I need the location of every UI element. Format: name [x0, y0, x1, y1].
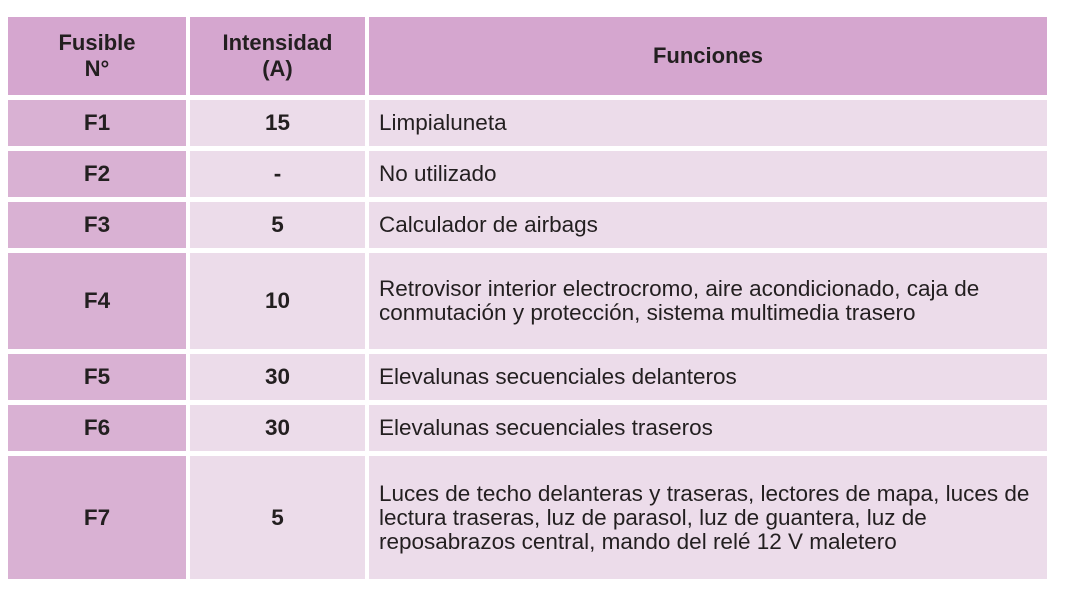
table-row [8, 354, 1047, 400]
table-body [8, 100, 1047, 579]
fuse-cell: F1 [8, 100, 186, 146]
table-header [8, 17, 1047, 95]
functions-cell: Luces de techo delanteras y traseras, lectores de mapa, luces de lectura traseras, luz de parasol, luz de guantera, luz de reposabrazos central, mando del relé 12 V maletero [369, 456, 1047, 579]
fuse-table [4, 12, 1051, 584]
amperage-cell: 10 [190, 253, 365, 349]
table-row [8, 151, 1047, 197]
fuse-cell: F2 [8, 151, 186, 197]
table-row [8, 202, 1047, 248]
fuse-cell: F5 [8, 354, 186, 400]
table-row [8, 456, 1047, 579]
header-amperage [190, 17, 365, 95]
table-row [8, 405, 1047, 451]
functions-cell: Calculador de airbags [369, 202, 1047, 248]
header-row [8, 17, 1047, 95]
table-row [8, 253, 1047, 349]
header-functions: Funciones [369, 17, 1047, 95]
amperage-cell: - [190, 151, 365, 197]
header-amperage-line-2: (A) [262, 56, 293, 81]
functions-cell: Elevalunas secuenciales traseros [369, 405, 1047, 451]
amperage-cell: 30 [190, 354, 365, 400]
amperage-cell: 5 [190, 456, 365, 579]
fuse-cell: F7 [8, 456, 186, 579]
functions-cell: Elevalunas secuenciales delanteros [369, 354, 1047, 400]
header-amperage-line-1: Intensidad [222, 30, 333, 55]
amperage-cell: 5 [190, 202, 365, 248]
header-fuse-line-2: N° [84, 56, 110, 81]
fuse-cell: F3 [8, 202, 186, 248]
header-fuse-number [8, 17, 186, 95]
amperage-cell: 15 [190, 100, 365, 146]
table-row [8, 100, 1047, 146]
functions-cell: Retrovisor interior electrocromo, aire acondicionado, caja de conmutación y protección, sistema multimedia trasero [369, 253, 1047, 349]
header-fuse-line-1: Fusible [58, 30, 136, 55]
functions-cell: No utilizado [369, 151, 1047, 197]
functions-cell: Limpialuneta [369, 100, 1047, 146]
amperage-cell: 30 [190, 405, 365, 451]
fuse-cell: F6 [8, 405, 186, 451]
fuse-cell: F4 [8, 253, 186, 349]
